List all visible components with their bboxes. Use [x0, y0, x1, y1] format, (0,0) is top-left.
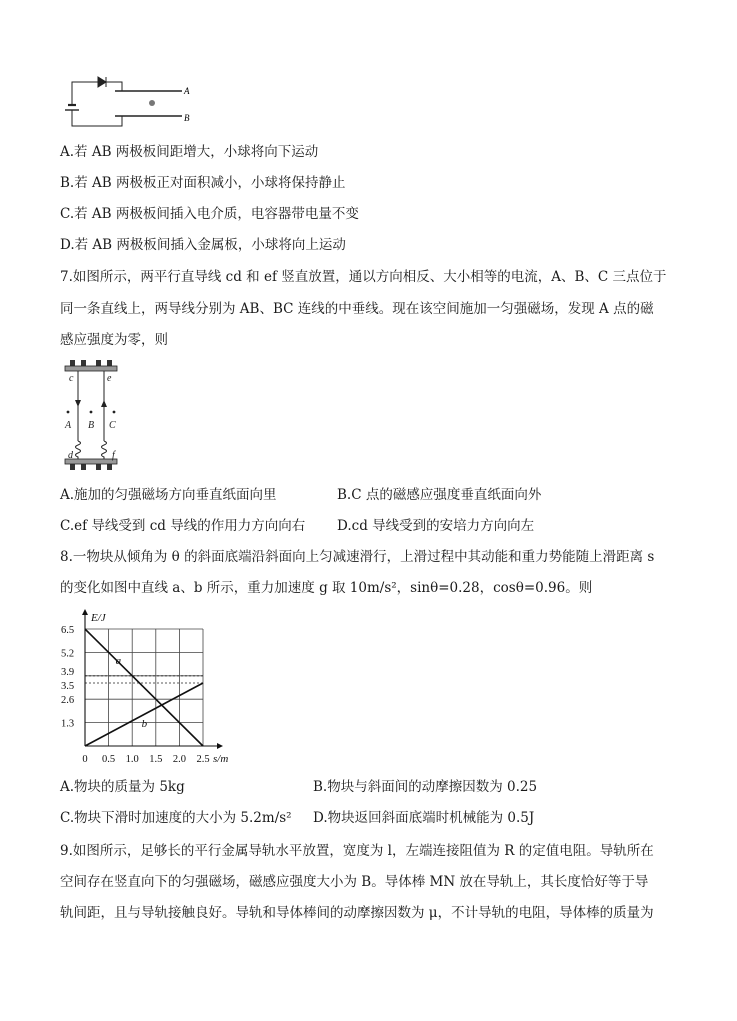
chart-y-tick-label: 3.9: [61, 666, 75, 678]
chart-series-label-b: b: [141, 718, 148, 731]
chart-y-tick-label: 6.5: [61, 625, 75, 636]
q7-option-d: D.cd 导线受到的安培力方向向左: [337, 518, 535, 534]
chart-y-tick-label: 3.5: [61, 681, 75, 692]
chart-x-tick-label: 2.5: [196, 754, 210, 765]
chart-y-tick-label: 1.3: [61, 718, 75, 730]
q8-option-d: D.物块返回斜面底端时机械能为 0.5J: [313, 810, 535, 826]
q7-option-a: A.施加的匀强磁场方向垂直纸面向里: [60, 487, 277, 503]
point-label-a: A: [65, 420, 72, 431]
point-label-c: C: [109, 420, 116, 431]
chart-y-tick-label: 2.6: [61, 695, 75, 707]
point-label-b: B: [88, 420, 95, 431]
chart-y-arrow: [82, 609, 88, 615]
chart-x-tick-label: 1.5: [149, 754, 163, 765]
wire-label-f: f: [112, 450, 115, 461]
q6-option-a: A.若 AB 两极板间距增大，小球将向下运动: [60, 144, 319, 160]
q8-stem-line-2: 的变化如图中直线 a、b 所示，重力加速度 g 取 10m/s²，sinθ=0.28，cosθ=0.96。则: [60, 580, 593, 596]
q9-stem-line-1: 9.如图所示，足够长的平行金属导轨水平放置，宽度为 l，左端连接阻值为 R 的定值电阻。导轨所在: [60, 843, 654, 859]
q7-stem-line-3: 感应强度为零，则: [60, 332, 168, 348]
q7-stem-line-2: 同一条直线上，两导线分别为 AB、BC 连线的中垂线。现在该空间施加一匀强磁场，发现 A 点的磁: [60, 301, 654, 317]
capacitor-circuit-figure: [60, 70, 200, 130]
q6-option-b: B.若 AB 两极板正对面积减小，小球将保持静止: [60, 175, 346, 191]
energy-chart: [55, 605, 245, 775]
chart-x-tick-label: 0: [82, 754, 88, 765]
parallel-wires-figure: [60, 355, 122, 475]
q8-stem-line-1: 8.一物块从倾角为 θ 的斜面底端沿斜面向上匀减速滑行，上滑过程中其动能和重力势能随上滑距离 s: [60, 549, 655, 565]
q6-option-c: C.若 AB 两极板间插入电介质，电容器带电量不变: [60, 206, 359, 222]
plate-b-label: B: [184, 113, 190, 123]
q9-stem-line-3: 轨间距，且与导轨接触良好。导轨和导体棒间的动摩擦因数为 μ，不计导轨的电阻，导体棒的质量为: [60, 905, 654, 921]
q8-option-b: B.物块与斜面间的动摩擦因数为 0.25: [313, 779, 538, 795]
q8-option-c: C.物块下滑时加速度的大小为 5.2m/s²: [60, 810, 292, 826]
chart-x-axis-label: s/m: [213, 753, 229, 765]
chart-series-label-a: a: [115, 655, 122, 668]
q7-option-b: B.C 点的磁感应强度垂直纸面向外: [337, 487, 542, 503]
chart-y-tick-label: 5.2: [61, 648, 75, 660]
plate-a-label: A: [184, 86, 190, 96]
q8-option-a: A.物块的质量为 5kg: [60, 779, 185, 795]
wire-label-d: d: [68, 450, 73, 461]
chart-x-arrow: [217, 743, 223, 749]
q7-stem-line-1: 7.如图所示，两平行直导线 cd 和 ef 竖直放置，通以方向相反、大小相等的电流，A、B、C 三点位于: [60, 269, 667, 285]
q6-option-d: D.若 AB 两极板间插入金属板，小球将向上运动: [60, 237, 346, 253]
chart-x-tick-label: 2.0: [172, 754, 186, 765]
chart-series-line-b: [85, 683, 203, 746]
q9-stem-line-2: 空间存在竖直向下的匀强磁场，磁感应强度大小为 B。导体棒 MN 放在导轨上，其长度恰好等于导: [60, 874, 649, 890]
chart-x-tick-label: 1.0: [125, 754, 139, 765]
wire-label-c: c: [69, 373, 74, 384]
q7-option-c: C.ef 导线受到 cd 导线的作用力方向向右: [60, 518, 306, 534]
wire-label-e: e: [107, 373, 112, 384]
chart-y-axis-label: E/J: [91, 612, 106, 624]
chart-x-tick-label: 0.5: [102, 754, 116, 765]
